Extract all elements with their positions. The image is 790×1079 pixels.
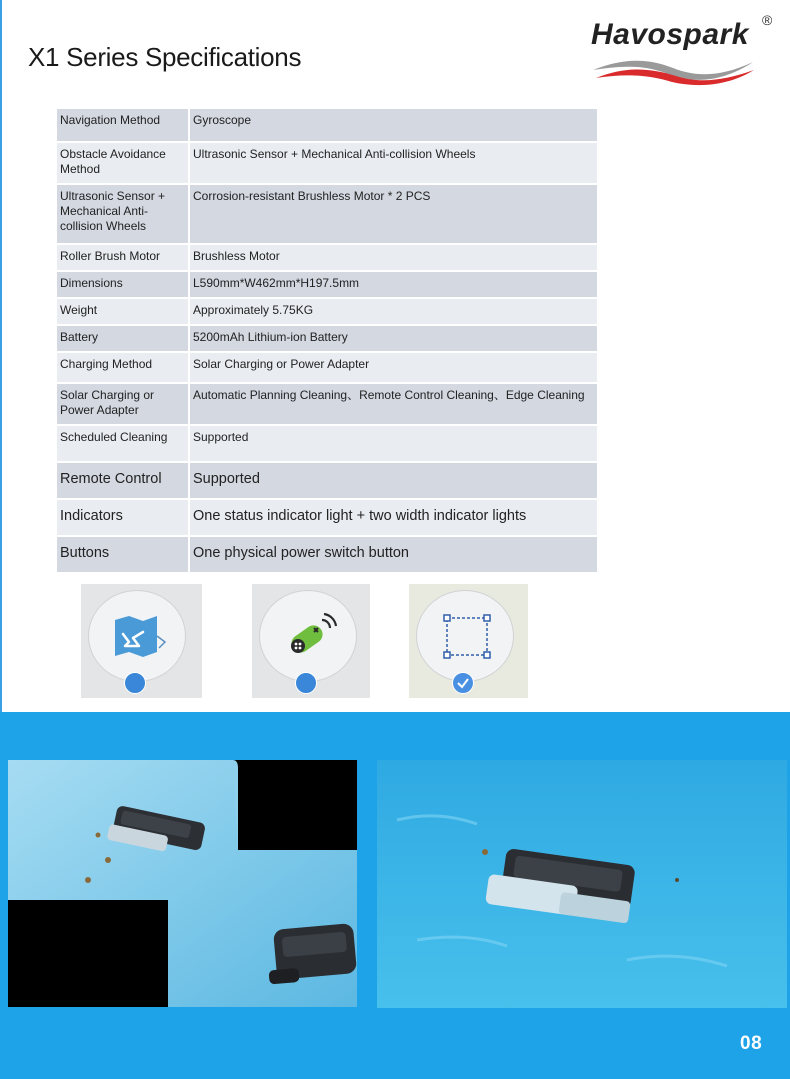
- spec-value: One physical power switch button: [189, 536, 598, 573]
- spec-label: Navigation Method: [56, 108, 189, 142]
- spec-value: Automatic Planning Cleaning、Remote Control Cleaning、Edge Cleaning: [189, 383, 598, 425]
- table-row: [56, 352, 598, 383]
- registered-mark: ®: [762, 12, 773, 28]
- product-photo-pool: [377, 760, 787, 1008]
- table-row: [56, 142, 598, 184]
- spec-label: Ultrasonic Sensor + Mechanical Anti-collision Wheels: [56, 184, 189, 244]
- left-accent-rule: [0, 0, 2, 712]
- spec-label: Buttons: [56, 536, 189, 573]
- pool-robot-floating-image: [377, 760, 787, 1008]
- table-row: [56, 499, 598, 536]
- indicator-dot: [295, 672, 317, 694]
- spec-label: Scheduled Cleaning: [56, 425, 189, 462]
- feature-card-edge: [409, 584, 528, 698]
- spec-label: Roller Brush Motor: [56, 244, 189, 271]
- spec-value: Gyroscope: [189, 108, 598, 142]
- spec-label: Charging Method: [56, 352, 189, 383]
- pool-robot-collage-image: [8, 760, 357, 1007]
- spec-label: Battery: [56, 325, 189, 352]
- logo-wave-icon: [588, 56, 758, 86]
- table-row: [56, 536, 598, 573]
- table-row: [56, 298, 598, 325]
- table-row: [56, 184, 598, 244]
- spec-value: Approximately 5.75KG: [189, 298, 598, 325]
- map-route-icon: [109, 612, 169, 662]
- spec-label: Remote Control: [56, 462, 189, 499]
- spec-value: Supported: [189, 425, 598, 462]
- feature-card-remote: [252, 584, 370, 698]
- feature-card-map: [81, 584, 202, 698]
- table-row: [56, 325, 598, 352]
- remote-control-icon: [284, 608, 344, 664]
- spec-label: Obstacle Avoidance Method: [56, 142, 189, 184]
- spec-value: Brushless Motor: [189, 244, 598, 271]
- table-row: [56, 271, 598, 298]
- page-title: X1 Series Specifications: [28, 42, 302, 72]
- spec-value: Ultrasonic Sensor + Mechanical Anti-collision Wheels: [189, 142, 598, 184]
- indicator-dot: [124, 672, 146, 694]
- spec-label: Solar Charging or Power Adapter: [56, 383, 189, 425]
- table-row: [56, 108, 598, 142]
- spec-label: Weight: [56, 298, 189, 325]
- specs-table: [55, 107, 599, 574]
- brand-name: Havospark: [591, 18, 749, 51]
- spec-value: One status indicator light + two width indicator lights: [189, 499, 598, 536]
- spec-label: Indicators: [56, 499, 189, 536]
- check-icon: [452, 672, 474, 694]
- spec-value: Supported: [189, 462, 598, 499]
- spec-label: Dimensions: [56, 271, 189, 298]
- table-row: [56, 425, 598, 462]
- spec-value: 5200mAh Lithium-ion Battery: [189, 325, 598, 352]
- spec-value: L590mm*W462mm*H197.5mm: [189, 271, 598, 298]
- spec-value: Corrosion-resistant Brushless Motor * 2 PCS: [189, 184, 598, 244]
- page-number: 08: [740, 1033, 763, 1054]
- edge-cleaning-icon: [442, 614, 494, 662]
- brand-logo: [588, 12, 778, 90]
- table-row: [56, 462, 598, 499]
- table-row: [56, 244, 598, 271]
- table-row: [56, 383, 598, 425]
- spec-value: Solar Charging or Power Adapter: [189, 352, 598, 383]
- product-photo-collage: [8, 760, 357, 1007]
